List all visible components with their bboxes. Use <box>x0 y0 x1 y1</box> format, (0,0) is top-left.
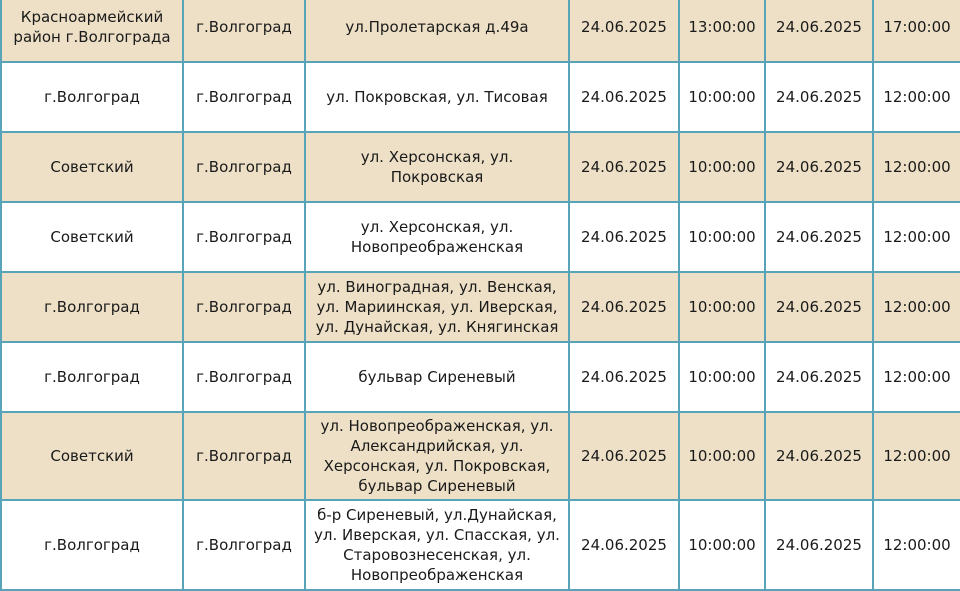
table-row <box>1 272 960 342</box>
table-row <box>1 62 960 132</box>
end-date-cell: 24.06.2025 <box>765 272 873 342</box>
city-cell: г.Волгоград <box>183 342 305 412</box>
city-cell: г.Волгоград <box>183 500 305 590</box>
start-date-cell: 24.06.2025 <box>569 500 679 590</box>
city-cell: г.Волгоград <box>183 62 305 132</box>
end-date-cell: 24.06.2025 <box>765 202 873 272</box>
district-cell: Советский <box>1 412 183 500</box>
start-time-cell: 10:00:00 <box>679 412 765 500</box>
address-cell: ул. Покровская, ул. Тисовая <box>305 62 569 132</box>
table-row <box>1 500 960 590</box>
end-time-cell: 12:00:00 <box>873 62 960 132</box>
start-date-cell: 24.06.2025 <box>569 0 679 62</box>
table-row <box>1 412 960 500</box>
start-time-cell: 10:00:00 <box>679 62 765 132</box>
table-row <box>1 342 960 412</box>
end-time-cell: 12:00:00 <box>873 412 960 500</box>
address-cell: ул. Виноградная, ул. Венская, ул. Мариинская, ул. Иверская, ул. Дунайская, ул. Княгинская <box>305 272 569 342</box>
end-date-cell: 24.06.2025 <box>765 342 873 412</box>
end-time-cell: 17:00:00 <box>873 0 960 62</box>
end-time-cell: 12:00:00 <box>873 500 960 590</box>
district-cell: г.Волгоград <box>1 342 183 412</box>
end-time-cell: 12:00:00 <box>873 342 960 412</box>
table-row <box>1 132 960 202</box>
start-time-cell: 10:00:00 <box>679 342 765 412</box>
address-cell: ул. Новопреображенская, ул. Александрийская, ул. Херсонская, ул. Покровская, бульвар Сиреневый <box>305 412 569 500</box>
city-cell: г.Волгоград <box>183 202 305 272</box>
city-cell: г.Волгоград <box>183 412 305 500</box>
city-cell: г.Волгоград <box>183 0 305 62</box>
end-date-cell: 24.06.2025 <box>765 0 873 62</box>
address-cell: ул. Херсонская, ул. Покровская <box>305 132 569 202</box>
start-date-cell: 24.06.2025 <box>569 412 679 500</box>
start-time-cell: 13:00:00 <box>679 0 765 62</box>
end-time-cell: 12:00:00 <box>873 132 960 202</box>
district-cell: Советский <box>1 132 183 202</box>
start-date-cell: 24.06.2025 <box>569 202 679 272</box>
start-date-cell: 24.06.2025 <box>569 272 679 342</box>
district-cell: г.Волгоград <box>1 62 183 132</box>
start-time-cell: 10:00:00 <box>679 202 765 272</box>
start-time-cell: 10:00:00 <box>679 500 765 590</box>
start-date-cell: 24.06.2025 <box>569 62 679 132</box>
district-cell: Красноармейский район г.Волгограда <box>1 0 183 62</box>
district-cell: г.Волгоград <box>1 272 183 342</box>
city-cell: г.Волгоград <box>183 272 305 342</box>
start-date-cell: 24.06.2025 <box>569 132 679 202</box>
address-cell: ул.Пролетарская д.49а <box>305 0 569 62</box>
end-time-cell: 12:00:00 <box>873 202 960 272</box>
district-cell: г.Волгоград <box>1 500 183 590</box>
end-date-cell: 24.06.2025 <box>765 132 873 202</box>
table-row <box>1 202 960 272</box>
address-cell: бульвар Сиреневый <box>305 342 569 412</box>
address-cell: ул. Херсонская, ул. Новопреображенская <box>305 202 569 272</box>
end-date-cell: 24.06.2025 <box>765 412 873 500</box>
address-cell: б-р Сиреневый, ул.Дунайская, ул. Иверская, ул. Спасская, ул. Старовознесенская, ул. Новопреображенская <box>305 500 569 590</box>
start-time-cell: 10:00:00 <box>679 272 765 342</box>
start-date-cell: 24.06.2025 <box>569 342 679 412</box>
city-cell: г.Волгоград <box>183 132 305 202</box>
end-date-cell: 24.06.2025 <box>765 500 873 590</box>
table-row <box>1 0 960 62</box>
district-cell: Советский <box>1 202 183 272</box>
end-date-cell: 24.06.2025 <box>765 62 873 132</box>
end-time-cell: 12:00:00 <box>873 272 960 342</box>
start-time-cell: 10:00:00 <box>679 132 765 202</box>
